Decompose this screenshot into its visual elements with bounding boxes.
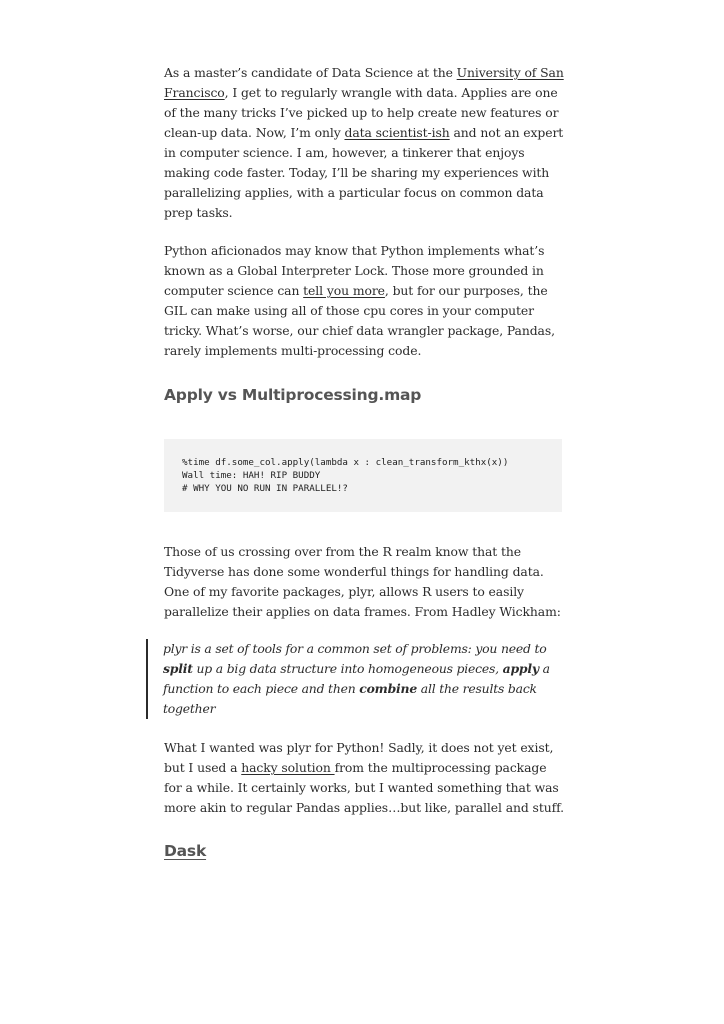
data-scientist-ish-link[interactable]: data scientist-ish bbox=[344, 125, 450, 140]
emphasis-combine: combine bbox=[359, 681, 418, 696]
hadley-quote bbox=[146, 639, 564, 719]
code-block bbox=[164, 439, 562, 512]
emphasis-split: split bbox=[163, 661, 193, 676]
text-span: , I get to regularly wrangle with data. Applies are one of the many tricks I’ve picked up to help create new features or clean-up data. Now, I’m only bbox=[164, 85, 559, 140]
text-span: Python aficionados may know that Python implements what’s known as a Global Interpreter Lock. Those more grounded in computer science can bbox=[164, 243, 545, 298]
text-span: all the results back together bbox=[163, 681, 537, 716]
intro-paragraph bbox=[164, 63, 564, 223]
text-span: up a big data structure into homogeneous pieces, bbox=[192, 661, 503, 676]
text-span: As a master’s candidate of Data Science at the bbox=[164, 65, 457, 80]
code-line: # WHY YOU NO RUN IN PARALLEL!? bbox=[182, 483, 348, 494]
emphasis-apply: apply bbox=[502, 661, 539, 676]
text-span: a function to each piece and then bbox=[163, 661, 550, 696]
usf-link[interactable]: University of San Francisco bbox=[164, 65, 564, 100]
code-line: Wall time: HAH! RIP BUDDY bbox=[182, 470, 321, 481]
text-span: , but for our purposes, the GIL can make using all of those cpu cores in your computer tricky. What’s worse, our chief data wrangler package, Pandas, rarely implements multi-processing code. bbox=[164, 283, 555, 358]
article-body bbox=[164, 63, 564, 861]
gil-paragraph bbox=[164, 241, 564, 361]
text-span: and not an expert in computer science. I am, however, a tinkerer that enjoys making code faster. Today, I’ll be sharing my experiences with parallelizing applies, with a particular focus on common data prep tasks. bbox=[164, 125, 564, 220]
text-span: What I wanted was plyr for Python! Sadly, it does not yet exist, but I used a bbox=[164, 740, 554, 775]
tidyverse-paragraph: Those of us crossing over from the R realm know that the Tidyverse has done some wonderful things for handling data. One of my favorite packages, plyr, allows R users to easily parallelize their applies on data frames. From Hadley Wickham: bbox=[164, 544, 561, 619]
code-line: %time df.some_col.apply(lambda x : clean_transform_kthx(x)) bbox=[182, 457, 509, 468]
section-heading-dask-link[interactable]: Dask bbox=[164, 842, 207, 860]
tell-you-more-link[interactable]: tell you more bbox=[303, 283, 385, 298]
text-span: from the multiprocessing package for a while. It certainly works, but I wanted something that was more akin to regular Pandas applies…but like, parallel and stuff. bbox=[164, 760, 564, 815]
section-heading-apply-vs-multiprocessing: Apply vs Multiprocessing.map bbox=[164, 386, 422, 404]
text-span: plyr is a set of tools for a common set of problems: you need to bbox=[163, 641, 547, 656]
plyr-python-paragraph bbox=[164, 738, 564, 818]
hacky-solution-link[interactable]: hacky solution bbox=[241, 760, 335, 775]
